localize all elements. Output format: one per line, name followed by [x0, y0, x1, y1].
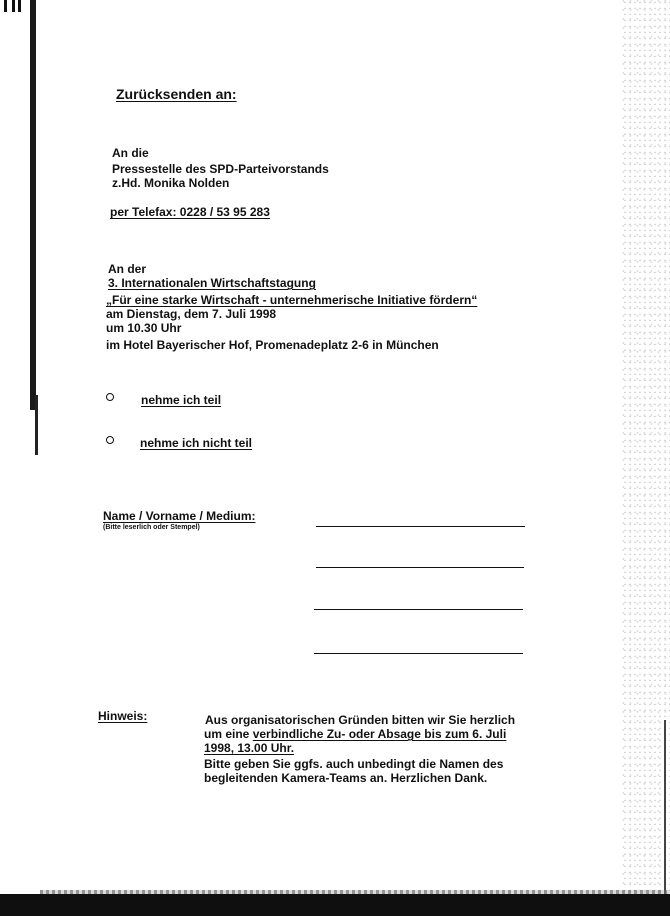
scan-left-edge	[30, 0, 36, 410]
scan-left-mark	[35, 395, 38, 455]
not-attend-radio[interactable]	[106, 436, 114, 444]
notice-line-4: Bitte geben Sie ggfs. auch unbedingt die Namen des	[204, 757, 504, 771]
scan-right-edge	[664, 720, 666, 910]
return-to-heading: Zurücksenden an:	[116, 86, 237, 102]
name-entry-line-2[interactable]	[316, 567, 524, 568]
event-date: am Dienstag, dem 7. Juli 1998	[106, 307, 277, 321]
notice-deadline: verbindliche Zu- oder Absage bis zum 6. Juli	[252, 727, 507, 741]
name-entry-line-1[interactable]	[316, 526, 525, 527]
notice-deadline-time: 1998, 13.00 Uhr.	[204, 741, 295, 755]
scan-corner-mark	[0, 0, 22, 14]
name-entry-line-4[interactable]	[314, 653, 523, 654]
event-location: im Hotel Bayerischer Hof, Promenadeplatz 2-6 in München	[106, 338, 439, 352]
event-motto: „Für eine starke Wirtschaft - unternehmerische Initiative fördern“	[106, 293, 478, 307]
name-field-label: Name / Vorname / Medium:	[103, 509, 256, 523]
notice-line-1: Aus organisatorischen Gründen bitten wir Sie herzlich	[205, 713, 516, 727]
name-entry-line-3[interactable]	[314, 609, 523, 610]
event-time: um 10.30 Uhr	[106, 321, 182, 335]
fax-number: per Telefax: 0228 / 53 95 283	[110, 205, 270, 219]
name-field-hint: (Bitte leserlich oder Stempel)	[103, 524, 200, 531]
recipient-line-1: An die	[112, 146, 149, 160]
event-line-1: An der	[108, 262, 147, 276]
notice-line-2-start: um eine	[204, 727, 253, 741]
attend-radio[interactable]	[106, 393, 114, 401]
notice-line-5: begleitenden Kamera-Teams an. Herzlichen Dank.	[204, 771, 488, 785]
notice-label: Hinweis:	[98, 709, 148, 723]
not-attend-label: nehme ich nicht teil	[140, 436, 253, 450]
attend-label: nehme ich teil	[141, 393, 222, 407]
recipient-line-2: Pressestelle des SPD-Parteivorstands	[112, 162, 329, 176]
event-name: 3. Internationalen Wirtschaftstagung	[108, 276, 316, 290]
notice-line-2	[204, 727, 506, 741]
scan-bottom-edge	[0, 894, 670, 916]
scan-right-noise	[622, 0, 670, 916]
recipient-line-3: z.Hd. Monika Nolden	[112, 176, 230, 190]
